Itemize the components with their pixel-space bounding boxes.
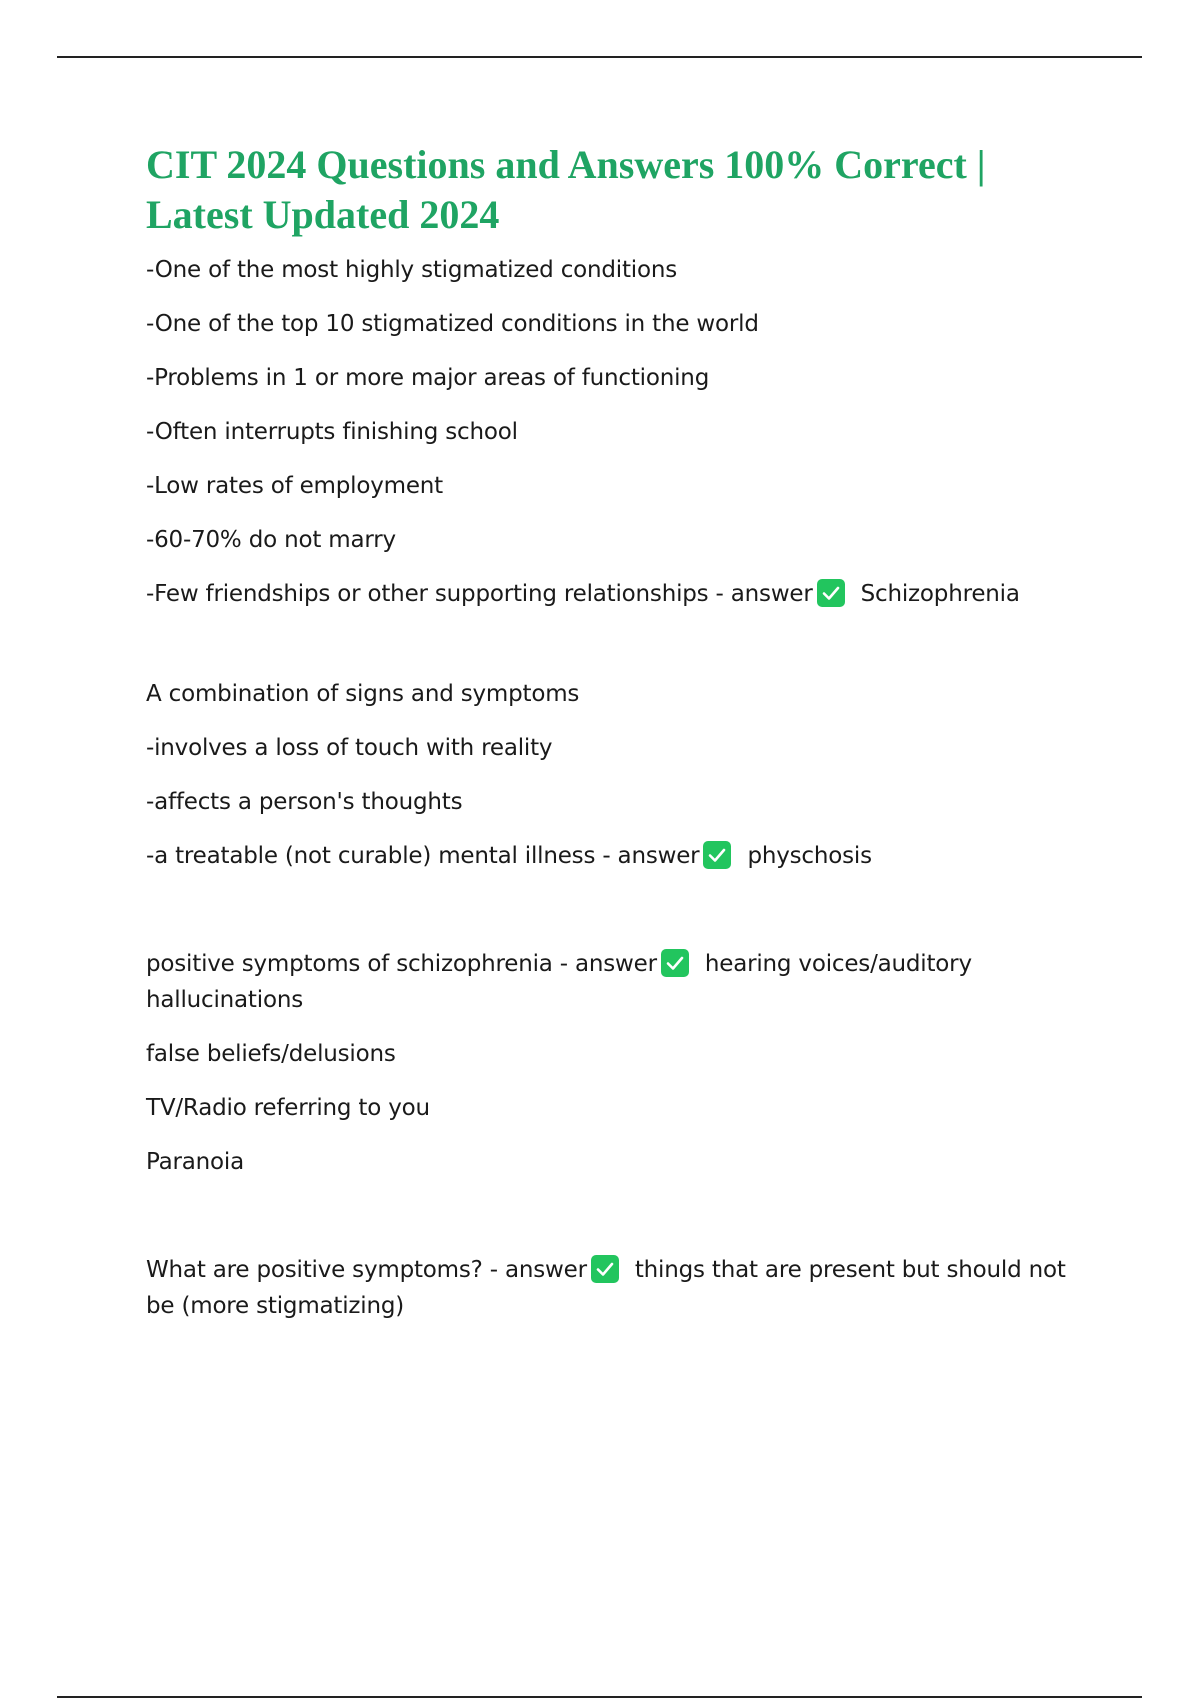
- text-line: -involves a loss of touch with reality: [146, 735, 553, 761]
- answer-text: things that are present but should not be (more stigmatizing): [146, 1257, 1066, 1319]
- question-text: -Few friendships or other supporting relationships - answer: [146, 581, 813, 607]
- answer-text: physchosis: [747, 843, 872, 869]
- question-text: -a treatable (not curable) mental illness - answer: [146, 843, 700, 869]
- check-box-icon: [817, 579, 845, 607]
- question-answer-line: [146, 838, 1096, 874]
- text-line: TV/Radio referring to you: [146, 1095, 430, 1121]
- answer-text: hearing voices/auditory hallucinations: [146, 951, 972, 1013]
- check-box-icon: [703, 841, 731, 869]
- document-title: [146, 140, 1096, 240]
- check-box-icon: [591, 1255, 619, 1283]
- text-line: -affects a person's thoughts: [146, 789, 463, 815]
- qa-block-4: [146, 1252, 1096, 1324]
- text-line: -Often interrupts finishing school: [146, 419, 518, 445]
- question-text: positive symptoms of schizophrenia - answer: [146, 951, 657, 977]
- qa-block-3: [146, 946, 1096, 1180]
- text-line: -60-70% do not marry: [146, 527, 396, 553]
- document-body: [146, 140, 1096, 1342]
- text-line: A combination of signs and symptoms: [146, 681, 580, 707]
- qa-block-1: [146, 252, 1096, 612]
- check-box-icon: [661, 949, 689, 977]
- qa-block-2: [146, 676, 1096, 874]
- bottom-rule: [57, 1696, 1142, 1698]
- question-answer-line: [146, 946, 1096, 1018]
- text-line: false beliefs/delusions: [146, 1041, 396, 1067]
- text-line: -Problems in 1 or more major areas of functioning: [146, 365, 710, 391]
- question-text: What are positive symptoms? - answer: [146, 1257, 587, 1283]
- question-answer-line: [146, 576, 1096, 612]
- question-answer-line: [146, 1252, 1096, 1324]
- title-line-2: Latest Updated 2024: [146, 192, 500, 237]
- title-line-1: CIT 2024 Questions and Answers 100% Correct |: [146, 142, 986, 187]
- answer-text: Schizophrenia: [860, 581, 1020, 607]
- text-line: -One of the top 10 stigmatized conditions in the world: [146, 311, 759, 337]
- top-rule: [57, 56, 1142, 58]
- text-line: -Low rates of employment: [146, 473, 443, 499]
- text-line: -One of the most highly stigmatized conditions: [146, 257, 678, 283]
- text-line: Paranoia: [146, 1149, 245, 1175]
